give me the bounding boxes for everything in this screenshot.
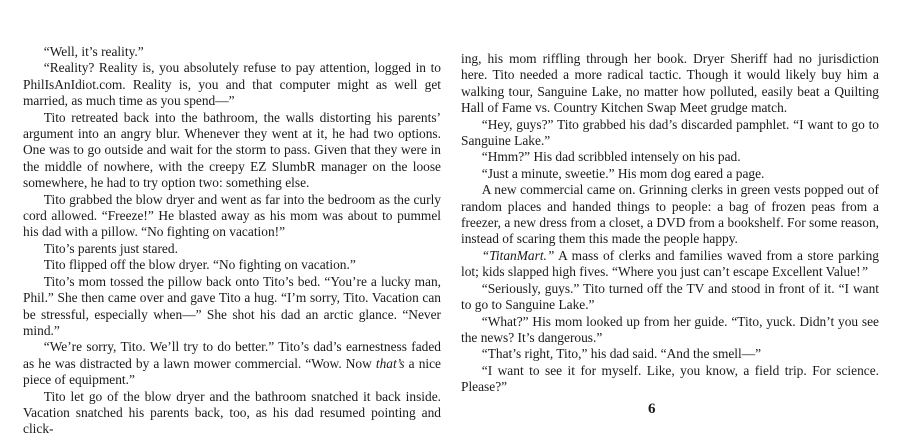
emphasis-text: “TitanMart.” (481, 247, 555, 263)
paragraph-text: a nice piece of equipment.” (23, 355, 441, 388)
paragraph: “Just a minute, sweetie.” His mom dog eared a page. (481, 165, 765, 181)
paragraph-continued: ing, his mom riffling through her book. Dryer Sheriff had no jurisdiction here. Tito needed a more radical tactic. Though it would likely buy him a walking tour, Sanguine Lake, no matter how polluted, easily beat a Quilting Hall of Fame vs. Country Kitchen Swap Meet grudge match. (461, 51, 879, 116)
paragraph (23, 339, 441, 388)
paragraph: A new commercial came on. Grinning clerks in green vests popped out of random places and handed things to people: a bag of frozen peas from a freezer, a new dress from a closet, a DVD from a bookshelf. For some reason, instead of scaring them this made the people happy. (461, 182, 879, 247)
right-page-column (461, 51, 879, 396)
paragraph-text: A mass of clerks and families waved from a store parking lot; kids slapped high fives. “Where you just can’t escape Excellent Value! (461, 247, 879, 280)
paragraph: “Reality? Reality is, you absolutely refuse to pay attention, logged in to PhilIsAnIdiot.com. Reality is, you and that computer might as well get married, as much time as you spend—” (23, 60, 441, 109)
paragraph: Tito’s parents just stared. (43, 240, 178, 256)
paragraph: “Well, it’s reality.” (43, 44, 144, 59)
emphasis-text: that’s (375, 355, 405, 371)
paragraph: Tito grabbed the blow dryer and went as far into the bedroom as the curly cord allowed. “Freeze!” He blasted away as his mom was about to pummel his dad with a pillow. “No fighting on vacation!” (23, 191, 441, 240)
paragraph: “I want to see it for myself. Like, you know, a field trip. For science. Please?” (461, 362, 879, 395)
left-page-column (23, 44, 441, 438)
paragraph: Tito’s mom tossed the pillow back onto Tito’s bed. “You’re a lucky man, Phil.” She then came over and gave Tito a hug. “I’m sorry, Tito. Vacation can be stressful, especially when—” She shot his dad an arctic glance. “Never mind.” (23, 273, 441, 338)
paragraph: Tito flipped off the blow dryer. “No fighting on vacation.” (43, 257, 356, 273)
paragraph: Tito retreated back into the bathroom, the walls distorting his parents’ argument into an angry blur. Whenever they went at it, he had two options. One was to go outside and wait for the storm to pass. Given that they were in the middle of nowhere, with the creepy EZ SlumbR manager on the loose somewhere, he had to try option two: something else. (23, 109, 441, 191)
paragraph: “Seriously, guys.” Tito turned off the TV and stood in front of it. “I want to go to Sanguine Lake.” (461, 280, 879, 313)
paragraph: “Hmm?” His dad scribbled intensely on his pad. (481, 149, 741, 165)
paragraph: “Hey, guys?” Tito grabbed his dad’s discarded pamphlet. “I want to go to Sanguine Lake.” (461, 116, 879, 149)
emphasis-text: ” (860, 264, 869, 280)
paragraph (461, 248, 879, 281)
paragraph: Tito let go of the blow dryer and the bathroom snatched it back inside. Vacation snatched his parents back, too, as his dad resumed pointing and click- (23, 388, 441, 437)
page-number: 6 (648, 401, 656, 417)
paragraph: “What?” His mom looked up from her guide. “Tito, yuck. Didn’t you see the news? It’s dangerous.” (461, 313, 879, 345)
paragraph: “That’s right, Tito,” his dad said. “And the smell—” (481, 346, 762, 362)
paragraph-text: “We’re sorry, Tito. We’ll try to do better.” Tito’s dad’s earnestness faded as he was distracted by a lawn mower commercial. “Wow. Now (23, 339, 441, 371)
